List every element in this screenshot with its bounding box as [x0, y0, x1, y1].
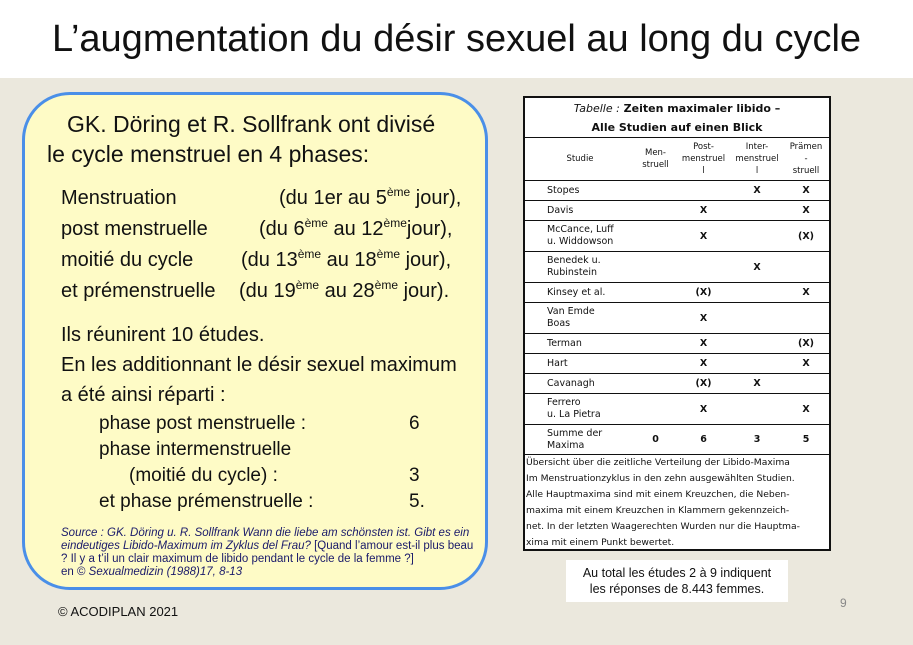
- cell-postmenstruell: (X): [676, 283, 731, 303]
- phase-name: et prémenstruelle: [61, 280, 216, 302]
- result-value: 5.: [409, 491, 425, 512]
- copyright: © ACODIPLAN 2021: [58, 604, 179, 619]
- total-summary: [566, 560, 788, 602]
- slide-title: L’augmentation du désir sexuel au long du cycle: [51, 17, 862, 60]
- study-name-line: McCance, Luff: [547, 224, 614, 235]
- cell-intermenstruell: X: [731, 252, 783, 283]
- intro-line-2: le cycle menstruel en 4 phases:: [47, 141, 370, 167]
- cell-praemenstruell: [783, 303, 829, 334]
- total-line-1: Au total les études 2 à 9 indiquent: [582, 566, 772, 580]
- cell-postmenstruell: X: [676, 201, 731, 221]
- phase-days-part: (du 19: [239, 280, 296, 302]
- header-part: -: [804, 154, 808, 164]
- header-part: l: [702, 166, 705, 176]
- table-header-row: [525, 138, 829, 181]
- sum-postmenstruell: 6: [676, 425, 731, 455]
- cell-menstruell: [635, 334, 676, 354]
- header-part: menstruel: [735, 154, 779, 164]
- body-line: a été ainsi réparti :: [61, 384, 226, 406]
- source-note: [Quand l’amour est-il plus beau ? Il y a t’il un clair maximum de libido pendant le cycle de la femme ?]: [61, 540, 474, 565]
- header-study: [525, 138, 635, 181]
- cell-menstruell: [635, 394, 676, 425]
- table-row: [525, 374, 829, 394]
- cell-praemenstruell: X: [783, 201, 829, 221]
- footnote-line: maxima mit einem Kreuzchen in Klammern gekennzeich-: [526, 505, 790, 516]
- phase-days: [279, 187, 461, 210]
- study-name: [525, 221, 635, 252]
- cell-intermenstruell: [731, 354, 783, 374]
- header-study-label: Studie: [566, 154, 594, 164]
- result-label: (moitié du cycle) :: [129, 465, 278, 486]
- phase-days-part: (du 6: [259, 218, 305, 240]
- phase-list: [61, 187, 481, 311]
- study-name: [525, 181, 635, 201]
- footnote-line: Im Menstruationzyklus in den zehn ausgewählten Studien.: [526, 473, 795, 484]
- source-title: Source : GK. Döring u. R. Sollfrank Wann die liebe am schönsten ist. Gibt es ein eindeutiges Libido-Maximum im Zyklus del Frau?: [61, 527, 470, 552]
- study-name-line: Cavanagh: [547, 377, 595, 389]
- study-name-line: Boas: [547, 318, 571, 329]
- footnote-line: xima mit einem Punkt bewertet.: [526, 537, 675, 548]
- phase-days-part: (du 13: [241, 249, 298, 271]
- cell-menstruell: [635, 303, 676, 334]
- table-sum-row: [525, 425, 829, 455]
- cell-menstruell: [635, 181, 676, 201]
- cell-praemenstruell: X: [783, 181, 829, 201]
- table-row: [525, 354, 829, 374]
- cell-intermenstruell: [731, 303, 783, 334]
- phase-days-part: (du 1er au 5: [279, 187, 387, 209]
- cell-postmenstruell: [676, 181, 731, 201]
- result-row: [99, 491, 439, 517]
- study-name-line: Davis: [547, 204, 574, 216]
- study-name: [525, 283, 635, 303]
- phase-days-sup: ème: [295, 278, 320, 292]
- sum-label-line: Maxima: [547, 439, 585, 451]
- table-row: [525, 201, 829, 221]
- phase-days-sup: ème: [386, 185, 411, 199]
- cell-intermenstruell: X: [731, 374, 783, 394]
- intro-text: [47, 109, 467, 169]
- phase-days-part: jour),: [400, 249, 452, 271]
- result-row: [99, 439, 439, 465]
- table-title-label: Tabelle :: [573, 102, 620, 115]
- phase-days-part: jour),: [410, 187, 462, 209]
- cell-praemenstruell: X: [783, 394, 829, 425]
- cell-menstruell: [635, 354, 676, 374]
- body-line: Ils réunirent 10 études.: [61, 324, 265, 346]
- sum-label: [525, 425, 635, 455]
- summary-panel: [22, 92, 488, 590]
- table-footnote: [525, 455, 829, 551]
- footnote-line: Alle Hauptmaxima sind mit einem Kreuzchen, die Neben-: [526, 489, 790, 500]
- result-value: 3: [409, 465, 420, 486]
- total-line-2: les réponses de 8.443 femmes.: [589, 582, 765, 596]
- cell-intermenstruell: [731, 283, 783, 303]
- cell-praemenstruell: (X): [783, 334, 829, 354]
- study-name: [525, 354, 635, 374]
- table-row: [525, 334, 829, 354]
- study-name-line: Stopes: [547, 184, 580, 196]
- source-citation: [61, 527, 481, 579]
- phase-days-part: jour),: [406, 218, 453, 240]
- footnote-line: Übersicht über die zeitliche Verteilung der Libido-Maxima: [526, 457, 790, 468]
- phase-row: [61, 218, 481, 249]
- header-part: struell: [642, 160, 669, 170]
- cell-postmenstruell: X: [676, 354, 731, 374]
- cell-praemenstruell: [783, 374, 829, 394]
- phase-name: Menstruation: [61, 187, 177, 209]
- table-title: [525, 98, 829, 138]
- cell-praemenstruell: X: [783, 283, 829, 303]
- results-list: [99, 413, 439, 517]
- cell-postmenstruell: X: [676, 334, 731, 354]
- table-row: [525, 303, 829, 334]
- result-value: 6: [409, 413, 420, 434]
- cell-menstruell: [635, 252, 676, 283]
- table-title-part1: Zeiten maximaler libido –: [619, 102, 781, 115]
- header-part: Prämen: [789, 142, 823, 152]
- phase-days-sup: ème: [304, 216, 328, 230]
- study-name-line: Benedek u.: [547, 255, 601, 266]
- header-postmenstruell: [676, 138, 731, 181]
- phase-name: post menstruelle: [61, 218, 208, 240]
- cell-intermenstruell: [731, 394, 783, 425]
- body-line: En les additionnant le désir sexuel maximum: [61, 354, 457, 376]
- sum-menstruell: 0: [635, 425, 676, 455]
- header-praemenstruell: [783, 138, 829, 181]
- table-row: [525, 394, 829, 425]
- footnote-line: net. In der letzten Waagerechten Wurden nur die Hauptma-: [526, 521, 800, 532]
- header-menstruell: [635, 138, 676, 181]
- intro-line-1: GK. Döring et R. Sollfrank ont divisé: [67, 111, 436, 137]
- cell-intermenstruell: [731, 334, 783, 354]
- phase-row: [61, 280, 481, 311]
- study-name-line: Hart: [547, 357, 568, 369]
- header-intermenstruell: [731, 138, 783, 181]
- header-part: Inter-: [745, 142, 769, 152]
- phase-days-part: au 18: [321, 249, 377, 271]
- cell-praemenstruell: (X): [783, 221, 829, 252]
- cell-postmenstruell: X: [676, 394, 731, 425]
- cell-postmenstruell: X: [676, 221, 731, 252]
- cell-intermenstruell: [731, 221, 783, 252]
- source-ref-post: (1988)17, 8-13: [163, 566, 243, 578]
- table-row: [525, 252, 829, 283]
- header-part: struell: [792, 166, 820, 176]
- result-row: [99, 413, 439, 439]
- phase-row: [61, 187, 481, 218]
- phase-days-sup: ème: [374, 278, 399, 292]
- study-name-line: Ferrero: [547, 397, 581, 408]
- table-row: [525, 181, 829, 201]
- study-name-line: u. La Pietra: [547, 409, 601, 420]
- phase-days: [241, 249, 451, 272]
- study-name: [525, 374, 635, 394]
- study-name-line: u. Widdowson: [547, 236, 614, 247]
- body-text: [61, 320, 481, 410]
- cell-menstruell: [635, 283, 676, 303]
- cell-intermenstruell: [731, 201, 783, 221]
- result-row: [99, 465, 439, 491]
- study-name: [525, 201, 635, 221]
- sum-label-line: Summe der: [547, 427, 603, 439]
- study-name-line: Terman: [547, 337, 582, 349]
- cell-menstruell: [635, 221, 676, 252]
- cell-menstruell: [635, 201, 676, 221]
- phase-days: [239, 280, 449, 303]
- cell-praemenstruell: X: [783, 354, 829, 374]
- cell-postmenstruell: (X): [676, 374, 731, 394]
- cell-postmenstruell: [676, 252, 731, 283]
- header-part: menstruel: [681, 154, 726, 164]
- cell-intermenstruell: X: [731, 181, 783, 201]
- cell-postmenstruell: X: [676, 303, 731, 334]
- result-label: phase post menstruelle :: [99, 413, 307, 434]
- study-name: [525, 334, 635, 354]
- result-label: phase intermenstruelle: [99, 439, 292, 460]
- phase-name: moitié du cycle: [61, 249, 194, 271]
- study-table: [525, 138, 829, 455]
- header-part: Post-: [693, 142, 714, 152]
- study-name-line: Rubinstein: [547, 267, 598, 278]
- sum-praemenstruell: 5: [783, 425, 829, 455]
- phase-days-part: au 28: [319, 280, 375, 302]
- phase-row: [61, 249, 481, 280]
- table-title-part2: Alle Studien auf einen Blick: [591, 121, 763, 134]
- header-part: Men-: [644, 148, 667, 158]
- source-journal: Sexualmedizin: [88, 566, 164, 578]
- phase-days-sup: ème: [383, 216, 407, 230]
- table-row: [525, 221, 829, 252]
- study-name: [525, 394, 635, 425]
- phase-days-sup: ème: [297, 247, 322, 261]
- phase-days-part: jour).: [398, 280, 450, 302]
- study-name: [525, 252, 635, 283]
- sum-intermenstruell: 3: [731, 425, 783, 455]
- source-ref-pre: en ©: [61, 566, 89, 578]
- cell-praemenstruell: [783, 252, 829, 283]
- table-row: [525, 283, 829, 303]
- study-name-line: Van Emde: [547, 306, 595, 317]
- page-number: 9: [840, 596, 847, 610]
- study-name: [525, 303, 635, 334]
- cell-menstruell: [635, 374, 676, 394]
- study-name-line: Kinsey et al.: [547, 286, 606, 298]
- header-part: l: [755, 166, 759, 176]
- phase-days-part: au 12: [327, 218, 384, 240]
- result-label: et phase prémenstruelle :: [99, 491, 314, 512]
- study-table-panel: [523, 96, 831, 551]
- phase-days: [259, 218, 452, 241]
- phase-days-sup: ème: [376, 247, 401, 261]
- title-bar: [0, 0, 913, 78]
